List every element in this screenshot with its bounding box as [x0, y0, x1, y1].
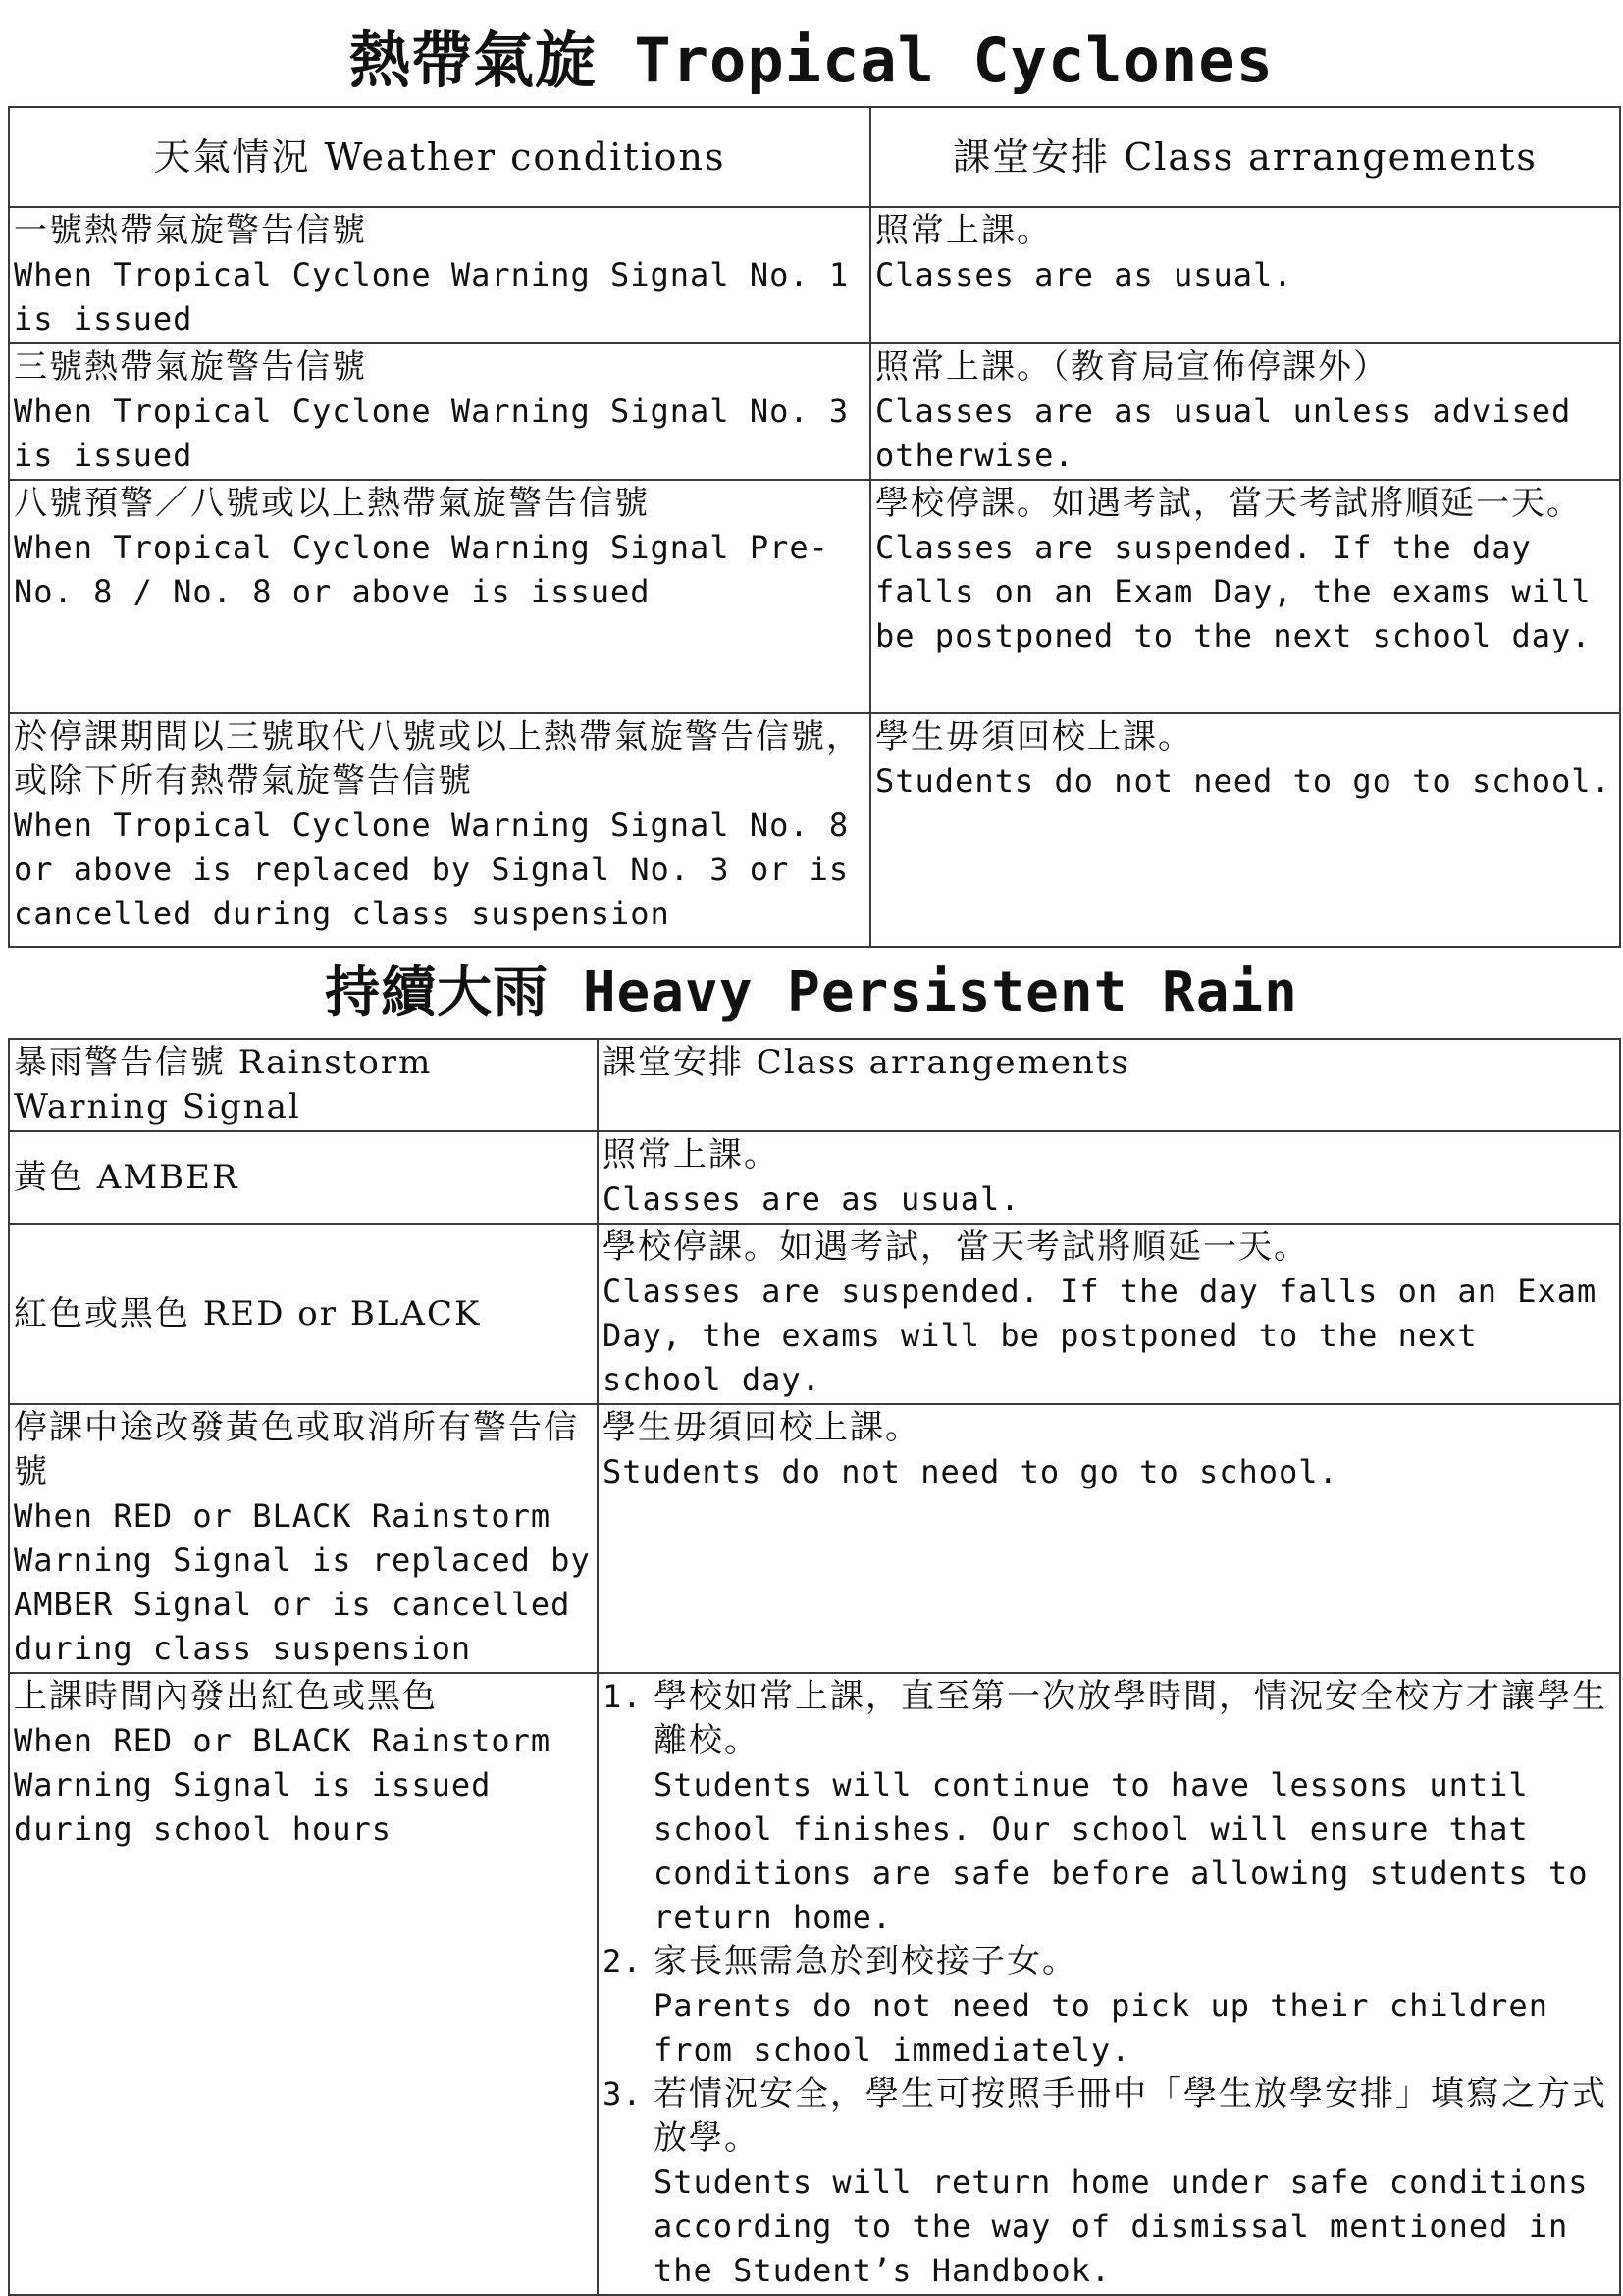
signal-cell: 紅色或黑色 RED or BLACK	[9, 1224, 598, 1404]
arrangement-zh: 學生毋須回校上課。	[875, 717, 1193, 757]
tropical-cyclones-table	[8, 106, 1621, 948]
arrangement-cell	[598, 1131, 1620, 1224]
heavy-persistent-rain-table	[8, 1038, 1621, 2296]
arrangement-en: Classes are suspended. If the day falls on an Exam Day, the exams will be postponed to the next school day.	[602, 1273, 1597, 1398]
list-item-zh: 若情況安全，學生可按照手冊中「學生放學安排」填寫之方式放學。	[654, 2074, 1607, 2158]
signal-cell	[9, 1673, 598, 2295]
arrangement-cell	[870, 480, 1620, 713]
list-item-en: Parents do not need to pick up their children from school immediately.	[654, 1987, 1548, 2068]
arrangement-zh: 學校停課。如遇考試，當天考試將順延一天。	[602, 1227, 1309, 1267]
arrangement-zh: 學生毋須回校上課。	[602, 1408, 920, 1447]
table-row	[9, 1404, 1620, 1673]
list-item-number: 3.	[602, 2075, 643, 2113]
condition-cell	[9, 480, 870, 713]
table-row	[9, 1224, 1620, 1404]
list-item-zh: 學校如常上課，直至第一次放學時間，情況安全校方才讓學生離校。	[654, 1677, 1607, 1760]
signal-zh: 停課中途改發黃色或取消所有警告信號	[14, 1408, 579, 1491]
arrangement-en: Classes are as usual unless advised otherwise.	[875, 392, 1572, 474]
list-item-en: Students will continue to have lessons until school finishes. Our school will ensure that conditions are safe before allowing students to return home.	[654, 1766, 1589, 1936]
condition-zh: 八號預警／八號或以上熱帶氣旋警告信號	[14, 484, 650, 523]
arrangement-cell	[598, 1673, 1620, 2295]
signal-en: When RED or BLACK Rainstorm Warning Signal is issued during school hours	[14, 1722, 551, 1848]
arrangement-en: Students do not need to go to school.	[875, 762, 1611, 800]
list-item	[602, 2072, 1615, 2293]
condition-zh: 三號熱帶氣旋警告信號	[14, 347, 367, 387]
signal-en: When RED or BLACK Rainstorm Warning Signal is replaced by AMBER Signal or is cancelled during class suspension	[14, 1497, 591, 1667]
table-row	[9, 1131, 1620, 1224]
arrangement-zh: 照常上課。（教育局宣佈停課外）	[875, 347, 1388, 387]
arrangement-en: Classes are as usual.	[875, 256, 1293, 293]
arrangement-cell	[870, 207, 1620, 343]
arrangement-en: Classes are as usual.	[602, 1180, 1021, 1218]
arrangement-en: Classes are suspended. If the day falls on an Exam Day, the exams will be postponed to the next school day.	[875, 529, 1592, 654]
arrangement-cell	[870, 713, 1620, 947]
signal-zh: 上課時間內發出紅色或黑色	[14, 1677, 438, 1716]
table-header-row	[9, 1039, 1620, 1131]
list-item-en: Students will return home under safe conditions according to the way of dismissal mentioned in the Student’s Handbook.	[654, 2164, 1589, 2289]
list-item-zh: 家長無需急於到校接子女。	[654, 1942, 1077, 1981]
class-arrangements-header: 課堂安排 Class arrangements	[598, 1039, 1620, 1131]
list-item-number: 2.	[602, 1943, 643, 1980]
heavy-persistent-rain-title: 持續大雨 Heavy Persistent Rain	[325, 961, 1298, 1024]
condition-zh: 一號熱帶氣旋警告信號	[14, 211, 367, 250]
signal-cell	[9, 1404, 598, 1673]
school-hours-arrangement-list	[602, 1675, 1615, 2293]
table-row	[9, 207, 1620, 343]
condition-cell	[9, 343, 870, 480]
condition-en: When Tropical Cyclone Warning Signal No. 8 or above is replaced by Signal No. 3 or is cancelled during class suspension	[14, 807, 850, 932]
arrangement-zh: 學校停課。如遇考試，當天考試將順延一天。	[875, 484, 1582, 523]
arrangement-cell	[598, 1224, 1620, 1404]
weather-conditions-header: 天氣情況 Weather conditions	[9, 107, 870, 207]
table-row	[9, 343, 1620, 480]
arrangement-cell	[598, 1404, 1620, 1673]
condition-cell	[9, 207, 870, 343]
arrangement-cell	[870, 343, 1620, 480]
rainstorm-signal-header: 暴雨警告信號 Rainstorm Warning Signal	[9, 1039, 598, 1131]
arrangement-zh: 照常上課。	[602, 1135, 779, 1174]
arrangement-zh: 照常上課。	[875, 211, 1052, 250]
table-header-row	[9, 107, 1620, 207]
list-item-number: 1.	[602, 1678, 643, 1715]
arrangement-en: Students do not need to go to school.	[602, 1453, 1338, 1490]
table-row	[9, 713, 1620, 947]
condition-en: When Tropical Cyclone Warning Signal Pre-No. 8 / No. 8 or above is issued	[14, 529, 829, 610]
condition-zh: 於停課期間以三號取代八號或以上熱帶氣旋警告信號，或除下所有熱帶氣旋警告信號	[14, 717, 862, 801]
class-arrangements-header: 課堂安排 Class arrangements	[870, 107, 1620, 207]
condition-en: When Tropical Cyclone Warning Signal No. 3 is issued	[14, 392, 850, 474]
list-item	[602, 1675, 1615, 1940]
condition-cell	[9, 713, 870, 947]
condition-en: When Tropical Cyclone Warning Signal No. 1 is issued	[14, 256, 850, 338]
table-row	[9, 1673, 1620, 2295]
tropical-cyclones-title: 熱帶氣旋 Tropical Cyclones	[349, 25, 1274, 96]
signal-cell: 黃色 AMBER	[9, 1131, 598, 1224]
list-item	[602, 1940, 1615, 2072]
table-row	[9, 480, 1620, 713]
